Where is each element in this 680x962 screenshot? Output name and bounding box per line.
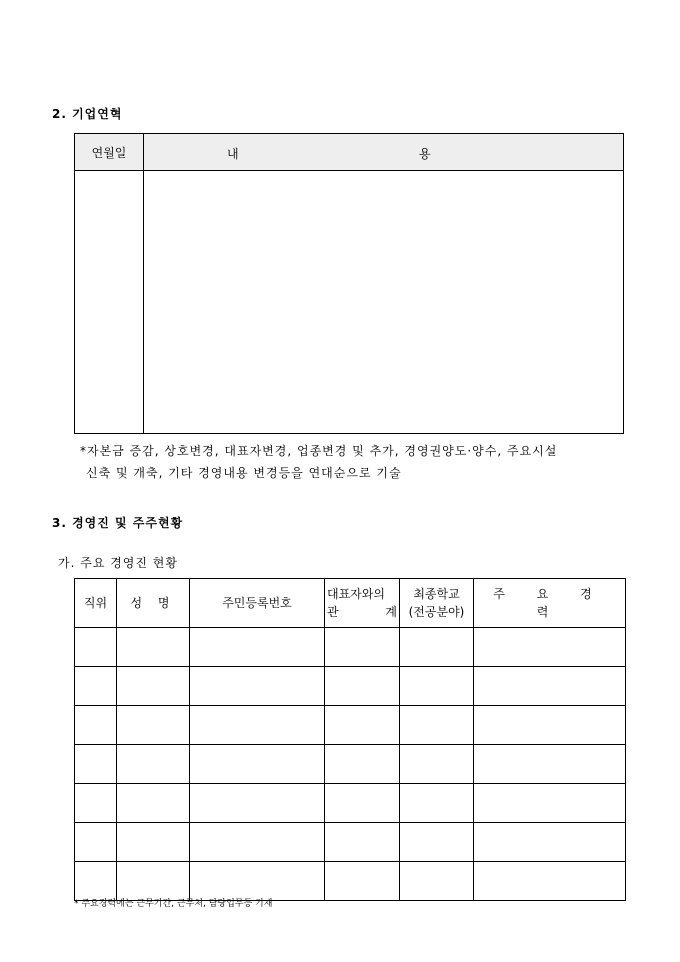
- career-footnote: * 주요경력에는 근무기간, 근무처, 담당업무등 기재: [74, 899, 273, 909]
- table-row: [75, 784, 626, 823]
- section3-title: 3. 경영진 및 주주현황: [52, 516, 184, 530]
- table-header-row: [75, 579, 626, 628]
- content-cell[interactable]: [144, 171, 624, 434]
- note-line-2: 신축 및 개축, 기타 경영내용 변경등을 연대순으로 기술: [86, 466, 402, 480]
- header-school-b: (전공분야): [408, 605, 465, 619]
- header-career: 주 요 경 력: [474, 579, 626, 628]
- table-row: [75, 171, 624, 434]
- executives-table: [74, 578, 626, 901]
- header-school: [400, 579, 474, 628]
- header-content-b: 용: [419, 147, 431, 161]
- table-row: [75, 862, 626, 901]
- company-history-table: [74, 133, 624, 434]
- header-id-number: 주민등록번호: [190, 579, 325, 628]
- section2-title: 2. 기업연혁: [52, 107, 123, 121]
- note-line-1: *자본금 증감, 상호변경, 대표자변경, 업종변경 및 추가, 경영권양도·양수, 주요시설: [80, 444, 558, 458]
- header-relation: [325, 579, 400, 628]
- table-row: [75, 667, 626, 706]
- header-date: 연월일: [75, 134, 144, 171]
- table-row: [75, 823, 626, 862]
- header-relation-a: 대표자와의: [327, 587, 385, 601]
- history-note: [80, 440, 557, 484]
- header-position: 직위: [75, 579, 117, 628]
- header-school-a: 최종학교: [413, 587, 460, 601]
- header-relation-b: 관: [327, 605, 339, 619]
- table-row: [75, 706, 626, 745]
- table-row: [75, 745, 626, 784]
- section3-subtitle: 가. 주요 경영진 현황: [58, 556, 178, 570]
- header-content: [144, 134, 624, 171]
- header-relation-c: 계: [385, 605, 397, 619]
- date-cell[interactable]: [75, 171, 144, 434]
- table-header-row: [75, 134, 624, 171]
- table-row: [75, 628, 626, 667]
- header-content-a: 내: [227, 147, 239, 161]
- header-name: 성 명: [117, 579, 190, 628]
